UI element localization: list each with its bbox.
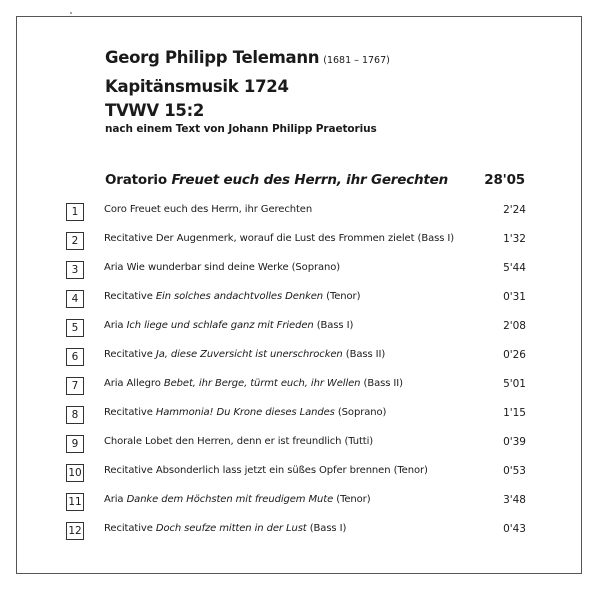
track-form: Aria <box>104 494 124 505</box>
track-title <box>104 465 428 476</box>
track-row <box>66 316 526 345</box>
track-number: 11 <box>66 493 84 511</box>
track-form: Recitative <box>104 349 153 360</box>
work-title: Kapitänsmusik 1724 <box>105 77 289 96</box>
track-performer: (Tutti) <box>344 436 374 447</box>
track-row <box>66 461 526 490</box>
track-work: Hammonia! Du Krone dieses Landes <box>155 407 335 418</box>
track-duration: 0'53 <box>503 465 526 477</box>
track-title <box>104 523 346 534</box>
track-performer: (Tenor) <box>336 494 371 505</box>
composer-dates: (1681 – 1767) <box>323 55 390 66</box>
track-title <box>104 494 371 505</box>
track-performer: (Bass II) <box>363 378 403 389</box>
track-duration: 2'08 <box>503 320 526 332</box>
track-title <box>104 436 373 447</box>
track-work: Bebet, ihr Berge, türmt euch, ihr Wellen <box>163 378 361 389</box>
track-duration: 0'39 <box>503 436 526 448</box>
section-title-line <box>105 172 448 188</box>
track-number: 6 <box>66 348 84 366</box>
track-form: Coro <box>104 204 127 215</box>
track-row <box>66 432 526 461</box>
track-form: Chorale <box>104 436 142 447</box>
track-work: Ja, diese Zuversicht ist unerschrocken <box>155 349 343 360</box>
track-work: Der Augenmerk, worauf die Lust des Frommen zielet <box>155 233 415 244</box>
track-row <box>66 258 526 287</box>
track-performer: (Tenor) <box>326 291 361 302</box>
track-work: Absonderlich lass jetzt ein süßes Opfer brennen <box>155 465 391 476</box>
track-number: 12 <box>66 522 84 540</box>
track-form: Recitative <box>104 407 153 418</box>
track-number: 2 <box>66 232 84 250</box>
track-number: 4 <box>66 290 84 308</box>
track-performer: (Bass I) <box>309 523 347 534</box>
track-duration: 1'15 <box>503 407 526 419</box>
track-number: 10 <box>66 464 84 482</box>
track-title <box>104 204 312 215</box>
track-performer: (Tenor) <box>393 465 428 476</box>
track-duration: 5'01 <box>503 378 526 390</box>
track-title <box>104 349 385 360</box>
track-duration: 1'32 <box>503 233 526 245</box>
track-work: Wie wunderbar sind deine Werke <box>126 262 289 273</box>
track-work: Ich liege und schlafe ganz mit Frieden <box>126 320 314 331</box>
track-work: Lobet den Herren, denn er ist freundlich <box>145 436 342 447</box>
track-number: 8 <box>66 406 84 424</box>
track-duration: 3'48 <box>503 494 526 506</box>
track-form: Recitative <box>104 523 153 534</box>
track-performer: (Soprano) <box>337 407 387 418</box>
track-number: 1 <box>66 203 84 221</box>
track-duration: 0'26 <box>503 349 526 361</box>
track-work: Danke dem Höchsten mit freudigem Mute <box>126 494 334 505</box>
track-title <box>104 320 353 331</box>
track-title <box>104 233 454 244</box>
track-duration: 0'43 <box>503 523 526 535</box>
track-work: Doch seufze mitten in der Lust <box>155 523 307 534</box>
track-row <box>66 490 526 519</box>
booklet-header <box>105 48 535 136</box>
track-list <box>66 200 526 548</box>
track-row <box>66 287 526 316</box>
track-work: Ein solches andachtvolles Denken <box>155 291 324 302</box>
text-credit: nach einem Text von Johann Philipp Praetorius <box>105 123 377 135</box>
track-performer: (Soprano) <box>291 262 341 273</box>
track-row <box>66 200 526 229</box>
section-duration: 28'05 <box>484 172 525 188</box>
section-heading <box>105 172 525 192</box>
track-performer: (Bass II) <box>345 349 386 360</box>
track-row <box>66 345 526 374</box>
track-form: Aria <box>104 262 124 273</box>
track-row <box>66 519 526 548</box>
composer-line <box>105 48 535 74</box>
track-title <box>104 378 403 389</box>
section-title: Freuet euch des Herrn, ihr Gerechten <box>171 172 449 188</box>
scan-speck <box>70 12 72 14</box>
track-form: Recitative <box>104 233 153 244</box>
composer-name: Georg Philipp Telemann <box>105 48 320 67</box>
section-genre: Oratorio <box>105 172 167 188</box>
track-duration: 2'24 <box>503 204 526 216</box>
track-performer: (Bass I) <box>316 320 354 331</box>
track-form: Aria <box>104 320 124 331</box>
track-row <box>66 403 526 432</box>
track-duration: 5'44 <box>503 262 526 274</box>
track-title <box>104 262 340 273</box>
catalog-number: TVWV 15:2 <box>105 101 205 120</box>
track-duration: 0'31 <box>503 291 526 303</box>
track-title <box>104 407 386 418</box>
track-performer: (Bass I) <box>417 233 455 244</box>
track-number: 5 <box>66 319 84 337</box>
track-number: 7 <box>66 377 84 395</box>
track-row <box>66 374 526 403</box>
track-form: Recitative <box>104 291 153 302</box>
track-form: Aria Allegro <box>104 378 161 389</box>
track-work: Freuet euch des Herrn, ihr Gerechten <box>129 204 313 215</box>
track-form: Recitative <box>104 465 153 476</box>
track-title <box>104 291 360 302</box>
track-number: 9 <box>66 435 84 453</box>
track-row <box>66 229 526 258</box>
track-number: 3 <box>66 261 84 279</box>
